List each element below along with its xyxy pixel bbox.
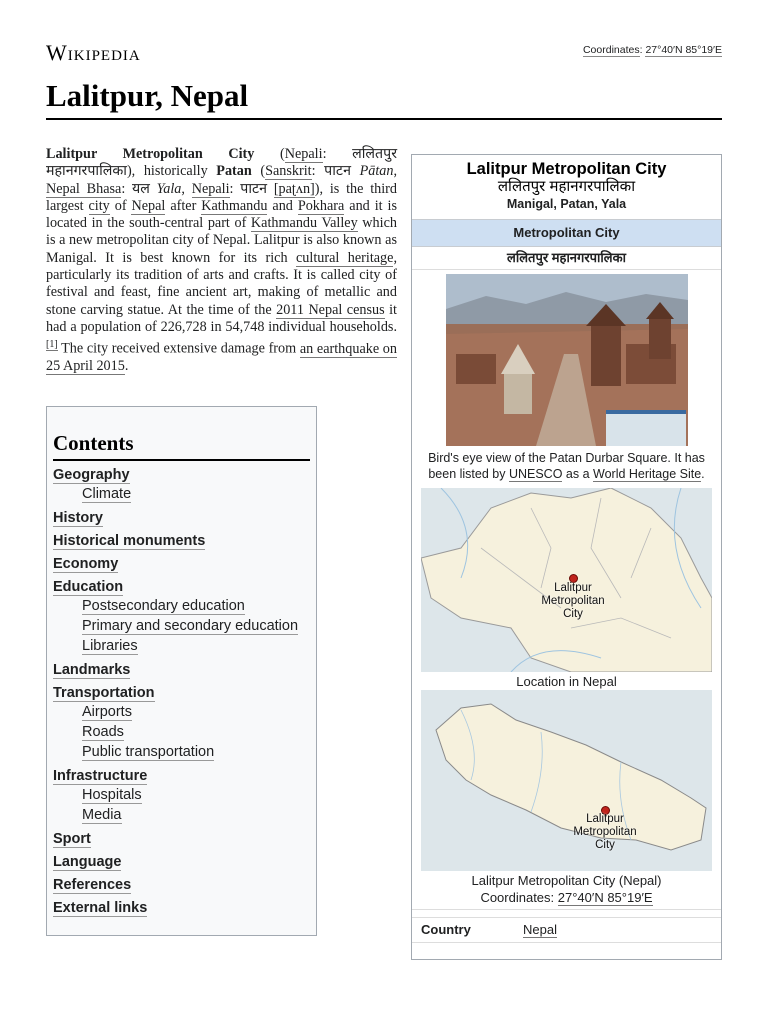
- lead-text: ,: [181, 180, 192, 197]
- link-nepali[interactable]: Nepali: [284, 146, 323, 162]
- lead-text: : यल: [121, 180, 157, 197]
- toc-item[interactable]: [53, 685, 310, 702]
- link-kathmandu[interactable]: Kathmandu: [201, 197, 268, 214]
- toc-item-label[interactable]: Economy: [53, 556, 119, 572]
- toc-title: Contents: [53, 431, 310, 461]
- locator-map-nepal[interactable]: [421, 690, 712, 871]
- link-country[interactable]: Nepal: [523, 922, 557, 937]
- coordinates-top: Coordinates: 27°40′N 85°19′E: [582, 44, 722, 56]
- lead-text: (: [254, 146, 285, 162]
- row-key: Country: [421, 922, 471, 937]
- link-pokhara[interactable]: Pokhara: [297, 197, 345, 214]
- lead-text: which is a new metropolitan city of Nepal. Lalitpur is also known as Manigal. It is best known for its rich: [46, 215, 397, 266]
- toc-item-label[interactable]: Language: [53, 854, 122, 870]
- link-world-heritage-site[interactable]: World Heritage Site: [593, 466, 702, 481]
- toc-subitem[interactable]: [53, 722, 310, 742]
- map-caption: Location in Nepal: [516, 674, 617, 689]
- lead-text: : ललितपुर महानगरपालिका), historically: [46, 146, 397, 180]
- toc-subitem-label[interactable]: Media: [82, 807, 122, 823]
- patan-durbar-square-photo[interactable]: [446, 274, 688, 446]
- toc-subitem-label[interactable]: Roads: [82, 724, 124, 740]
- infobox-row-country: [412, 917, 721, 943]
- map-caption: Lalitpur Metropolitan City (Nepal): [471, 873, 662, 888]
- caption-text: .: [701, 466, 705, 481]
- lead-text: and it is located in the south-central part of: [46, 197, 397, 232]
- toc-subitem-label[interactable]: Public transportation: [82, 744, 215, 760]
- reference-link[interactable]: [1]: [46, 339, 58, 351]
- lead-text: (: [251, 163, 266, 180]
- infobox-type: Metropolitan City: [412, 219, 721, 247]
- toc-subitem-label[interactable]: Hospitals: [82, 787, 142, 803]
- infobox-native-type: ललितपुर महानगरपालिका: [412, 247, 721, 270]
- toc-subitem[interactable]: [53, 484, 310, 504]
- toc-subitem[interactable]: [53, 616, 310, 636]
- link-unesco[interactable]: UNESCO: [508, 466, 563, 481]
- lead-text: after: [165, 197, 202, 214]
- toc-subitem-label[interactable]: Climate: [82, 486, 132, 502]
- infobox-coordinates: [412, 890, 721, 910]
- lead-text: it had a population of 226,728 in 54,748 individual households.: [46, 301, 397, 335]
- toc-item[interactable]: [53, 900, 310, 917]
- photo-caption: [412, 446, 721, 482]
- lead-text: The city received extensive damage from: [57, 341, 300, 357]
- page-title: Lalitpur, Nepal: [46, 78, 722, 120]
- lead-italic: Yala: [156, 180, 182, 197]
- toc-item[interactable]: [53, 831, 310, 848]
- coordinates-label-link[interactable]: Coordinates: [582, 44, 640, 56]
- infobox: [411, 154, 722, 960]
- infobox-name: Lalitpur Metropolitan City: [466, 160, 667, 178]
- toc-item-label[interactable]: Sport: [53, 831, 91, 847]
- lead-text: ), is the third largest: [46, 180, 397, 214]
- toc-item[interactable]: [53, 662, 310, 679]
- toc-item-label[interactable]: Transportation: [53, 685, 155, 701]
- toc-item[interactable]: [53, 768, 310, 785]
- toc-item-label[interactable]: History: [53, 510, 103, 526]
- infobox-native-name: ललितपुर महानगरपालिका: [497, 178, 636, 195]
- toc-item-label[interactable]: Infrastructure: [53, 768, 148, 784]
- caption-text: Bird's eye view of the Patan Durbar Square. It has been listed by: [428, 451, 705, 481]
- lead-text: ,: [393, 163, 397, 180]
- toc-subitem[interactable]: [53, 596, 310, 616]
- link-census[interactable]: 2011 Nepal census: [276, 301, 385, 318]
- link-nepali-2[interactable]: Nepali: [191, 180, 230, 197]
- map-illustration: [421, 488, 712, 672]
- toc-subitem-label[interactable]: Postsecondary education: [82, 598, 245, 614]
- lead-text: .: [124, 358, 129, 375]
- caption-text: as a: [562, 466, 594, 481]
- toc-subitem[interactable]: [53, 636, 310, 656]
- lead-text: : पाटन: [229, 180, 274, 197]
- link-nepal[interactable]: Nepal: [131, 197, 166, 214]
- table-of-contents: [46, 406, 317, 936]
- toc-list: [53, 467, 310, 917]
- toc-item-label[interactable]: Geography: [53, 467, 130, 483]
- page-header: [46, 40, 722, 68]
- toc-item[interactable]: [53, 467, 310, 484]
- toc-item[interactable]: [53, 510, 310, 527]
- toc-item-label[interactable]: External links: [53, 900, 148, 916]
- wikipedia-logo[interactable]: Wikipedia: [46, 40, 141, 65]
- toc-subitem-label[interactable]: Libraries: [82, 638, 138, 654]
- lead-text: of: [109, 197, 132, 214]
- lead-text: , particularly its tradition of arts and crafts. It is called city of festival and feast, fine ancient art, making of metallic and stone carving statue. At the time of the: [46, 249, 397, 318]
- coordinates-link[interactable]: 27°40′N 85°19′E: [557, 890, 653, 905]
- row-value: [523, 918, 557, 942]
- lead-paragraph: [46, 146, 397, 376]
- toc-item[interactable]: [53, 533, 310, 550]
- photo-illustration: [446, 274, 688, 446]
- locator-map-local[interactable]: [421, 488, 712, 672]
- toc-item-label[interactable]: Landmarks: [53, 662, 131, 678]
- link-city[interactable]: city: [88, 197, 110, 214]
- toc-subitem[interactable]: [53, 742, 310, 762]
- toc-subitem[interactable]: [53, 702, 310, 722]
- toc-subitem-label[interactable]: Primary and secondary education: [82, 618, 299, 634]
- coordinates-value-link[interactable]: 27°40′N 85°19′E: [645, 44, 722, 56]
- map-label: Lalitpur Metropolitan City: [573, 813, 637, 851]
- toc-item[interactable]: [53, 854, 310, 871]
- infobox-nicknames: Manigal, Patan, Yala: [506, 197, 627, 211]
- toc-item-label[interactable]: Education: [53, 579, 124, 595]
- map-label: Lalitpur Metropolitan City: [541, 582, 605, 620]
- toc-subitem-label[interactable]: Airports: [82, 704, 132, 720]
- coords-label: Coordinates:: [480, 890, 558, 905]
- toc-item-label[interactable]: Historical monuments: [53, 533, 206, 549]
- lead-text: : पाटन: [311, 163, 360, 180]
- link-ipa[interactable]: [paʈʌn]: [273, 180, 315, 197]
- lead-bold-patan: Patan: [216, 163, 252, 180]
- toc-item[interactable]: [53, 556, 310, 573]
- link-cultural-heritage[interactable]: cultural heritage: [295, 249, 394, 266]
- link-earthquake[interactable]: an earthquake on 25 April 2015: [46, 341, 397, 375]
- toc-item[interactable]: [53, 579, 310, 596]
- toc-item[interactable]: [53, 877, 310, 894]
- link-kathmandu-valley[interactable]: Kathmandu Valley: [250, 215, 358, 232]
- toc-subitem[interactable]: [53, 805, 310, 825]
- link-sanskrit[interactable]: Sanskrit: [265, 163, 312, 180]
- toc-subitem[interactable]: [53, 785, 310, 805]
- toc-item-label[interactable]: References: [53, 877, 132, 893]
- lead-text: and: [267, 197, 298, 214]
- link-nepal-bhasa[interactable]: Nepal Bhasa: [46, 180, 122, 197]
- lead-italic: Pātan: [359, 163, 394, 180]
- lead-bold-name: Lalitpur Metropolitan City: [46, 146, 255, 162]
